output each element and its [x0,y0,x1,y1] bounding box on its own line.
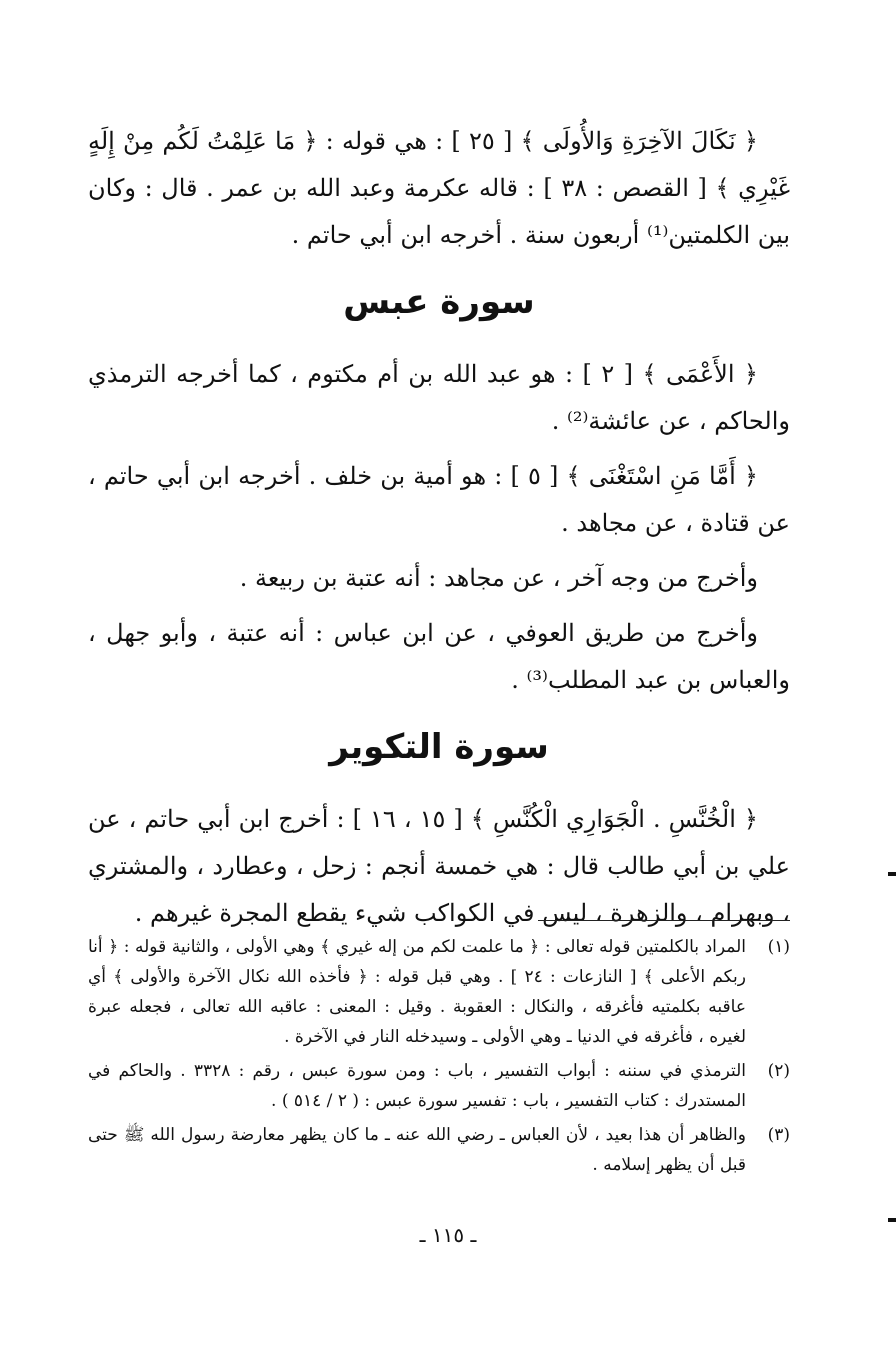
footnote [88,1056,790,1116]
footnote-number: (١) [767,937,790,957]
footnote [88,932,790,1052]
footnote-text: الترمذي في سننه : أبواب التفسير ، باب : ومن سورة عبس ، رقم : ٣٣٢٨ . والحاكم في المستدرك : كتاب التفسير ، باب : تفسير سورة عبس : ( ٢ / ٥١٤ ) . [88,1061,746,1111]
abasa-paragraph-1: ﴿ الأَعْمَى ﴾ [ ٢ ] : هو عبد الله بن أم مكتوم ، كما أخرجه الترمذي والحاكم ، عن عائشة⁽²⁾ . [88,360,790,435]
abasa-paragraph-3: وأخرج من وجه آخر ، عن مجاهد : أنه عتبة بن ربيعة . [239,564,758,592]
scan-edge-mark [888,872,896,876]
footnote-separator [538,920,790,921]
abasa-paragraph-4: وأخرج من طريق العوفي ، عن ابن عباس : أنه عتبة ، وأبو جهل ، والعباس بن عبد المطلب⁽³⁾ . [88,619,790,694]
takwir-paragraph-1: ﴿ الْخُنَّسِ . الْجَوَارِي الْكُنَّسِ ﴾ [ ١٥ ، ١٦ ] : أخرج ابن أبي حاتم ، عن علي بن أبي طالب قال : هي خمسة أنجم : زحل ، وعطارد ، والمشتري ، وبهرام ، والزهرة ، ليس في الكواكب شيء يقطع المجرة غيرهم . [88,805,790,927]
scan-edge-mark [888,1218,896,1222]
surah-takwir-heading: سورة التكوير [329,727,549,767]
footnotes [88,932,790,1184]
footnote-text: والظاهر أن هذا بعيد ، لأن العباس ـ رضي الله عنه ـ ما كان يظهر معارضة رسول الله ﷺ حتى قبل أن يظهر إسلامه . [88,1125,746,1175]
page-body [88,118,790,937]
page-number: ـ ١١٥ ـ [419,1223,477,1247]
footnote-text: المراد بالكلمتين قوله تعالى : ﴿ ما علمت لكم من إله غيري ﴾ وهي الأولى ، والثانية قوله : ﴿ أنا ربكم الأعلى ﴾ [ النازعات : ٢٤ ] . وهي قبل قوله : ﴿ فأخذه الله نكال الآخرة والأولى ﴾ أي عاقبه بكلمتيه فأغرقه ، والنكال : العقوبة . وقيل : المعنى : عاقبه الله تعالى ، فجعله عبرة لغيره ، فأغرقه في الدنيا ـ وهي الأولى ـ وسيدخله النار في الآخرة . [88,937,746,1047]
footnote [88,1120,790,1180]
opening-paragraph: ﴿ نَكَالَ الآخِرَةِ وَالأُولَى ﴾ [ ٢٥ ] : هي قوله : ﴿ مَا عَلِمْتُ لَكُم مِنْ إِلَهٍ غَيْرِي ﴾ [ القصص : ٣٨ ] : قاله عكرمة وعبد الله بن عمر . قال : وكان بين الكلمتين⁽¹⁾ أربعون سنة . أخرجه ابن أبي حاتم . [88,127,791,249]
footnote-number: (٣) [767,1125,790,1145]
abasa-paragraph-2: ﴿ أَمَّا مَنِ اسْتَغْنَى ﴾ [ ٥ ] : هو أمية بن خلف . أخرجه ابن أبي حاتم ، عن قتادة ، عن مجاهد . [88,462,790,537]
surah-abasa-heading: سورة عبس [343,282,535,322]
footnote-number: (٢) [767,1061,790,1081]
